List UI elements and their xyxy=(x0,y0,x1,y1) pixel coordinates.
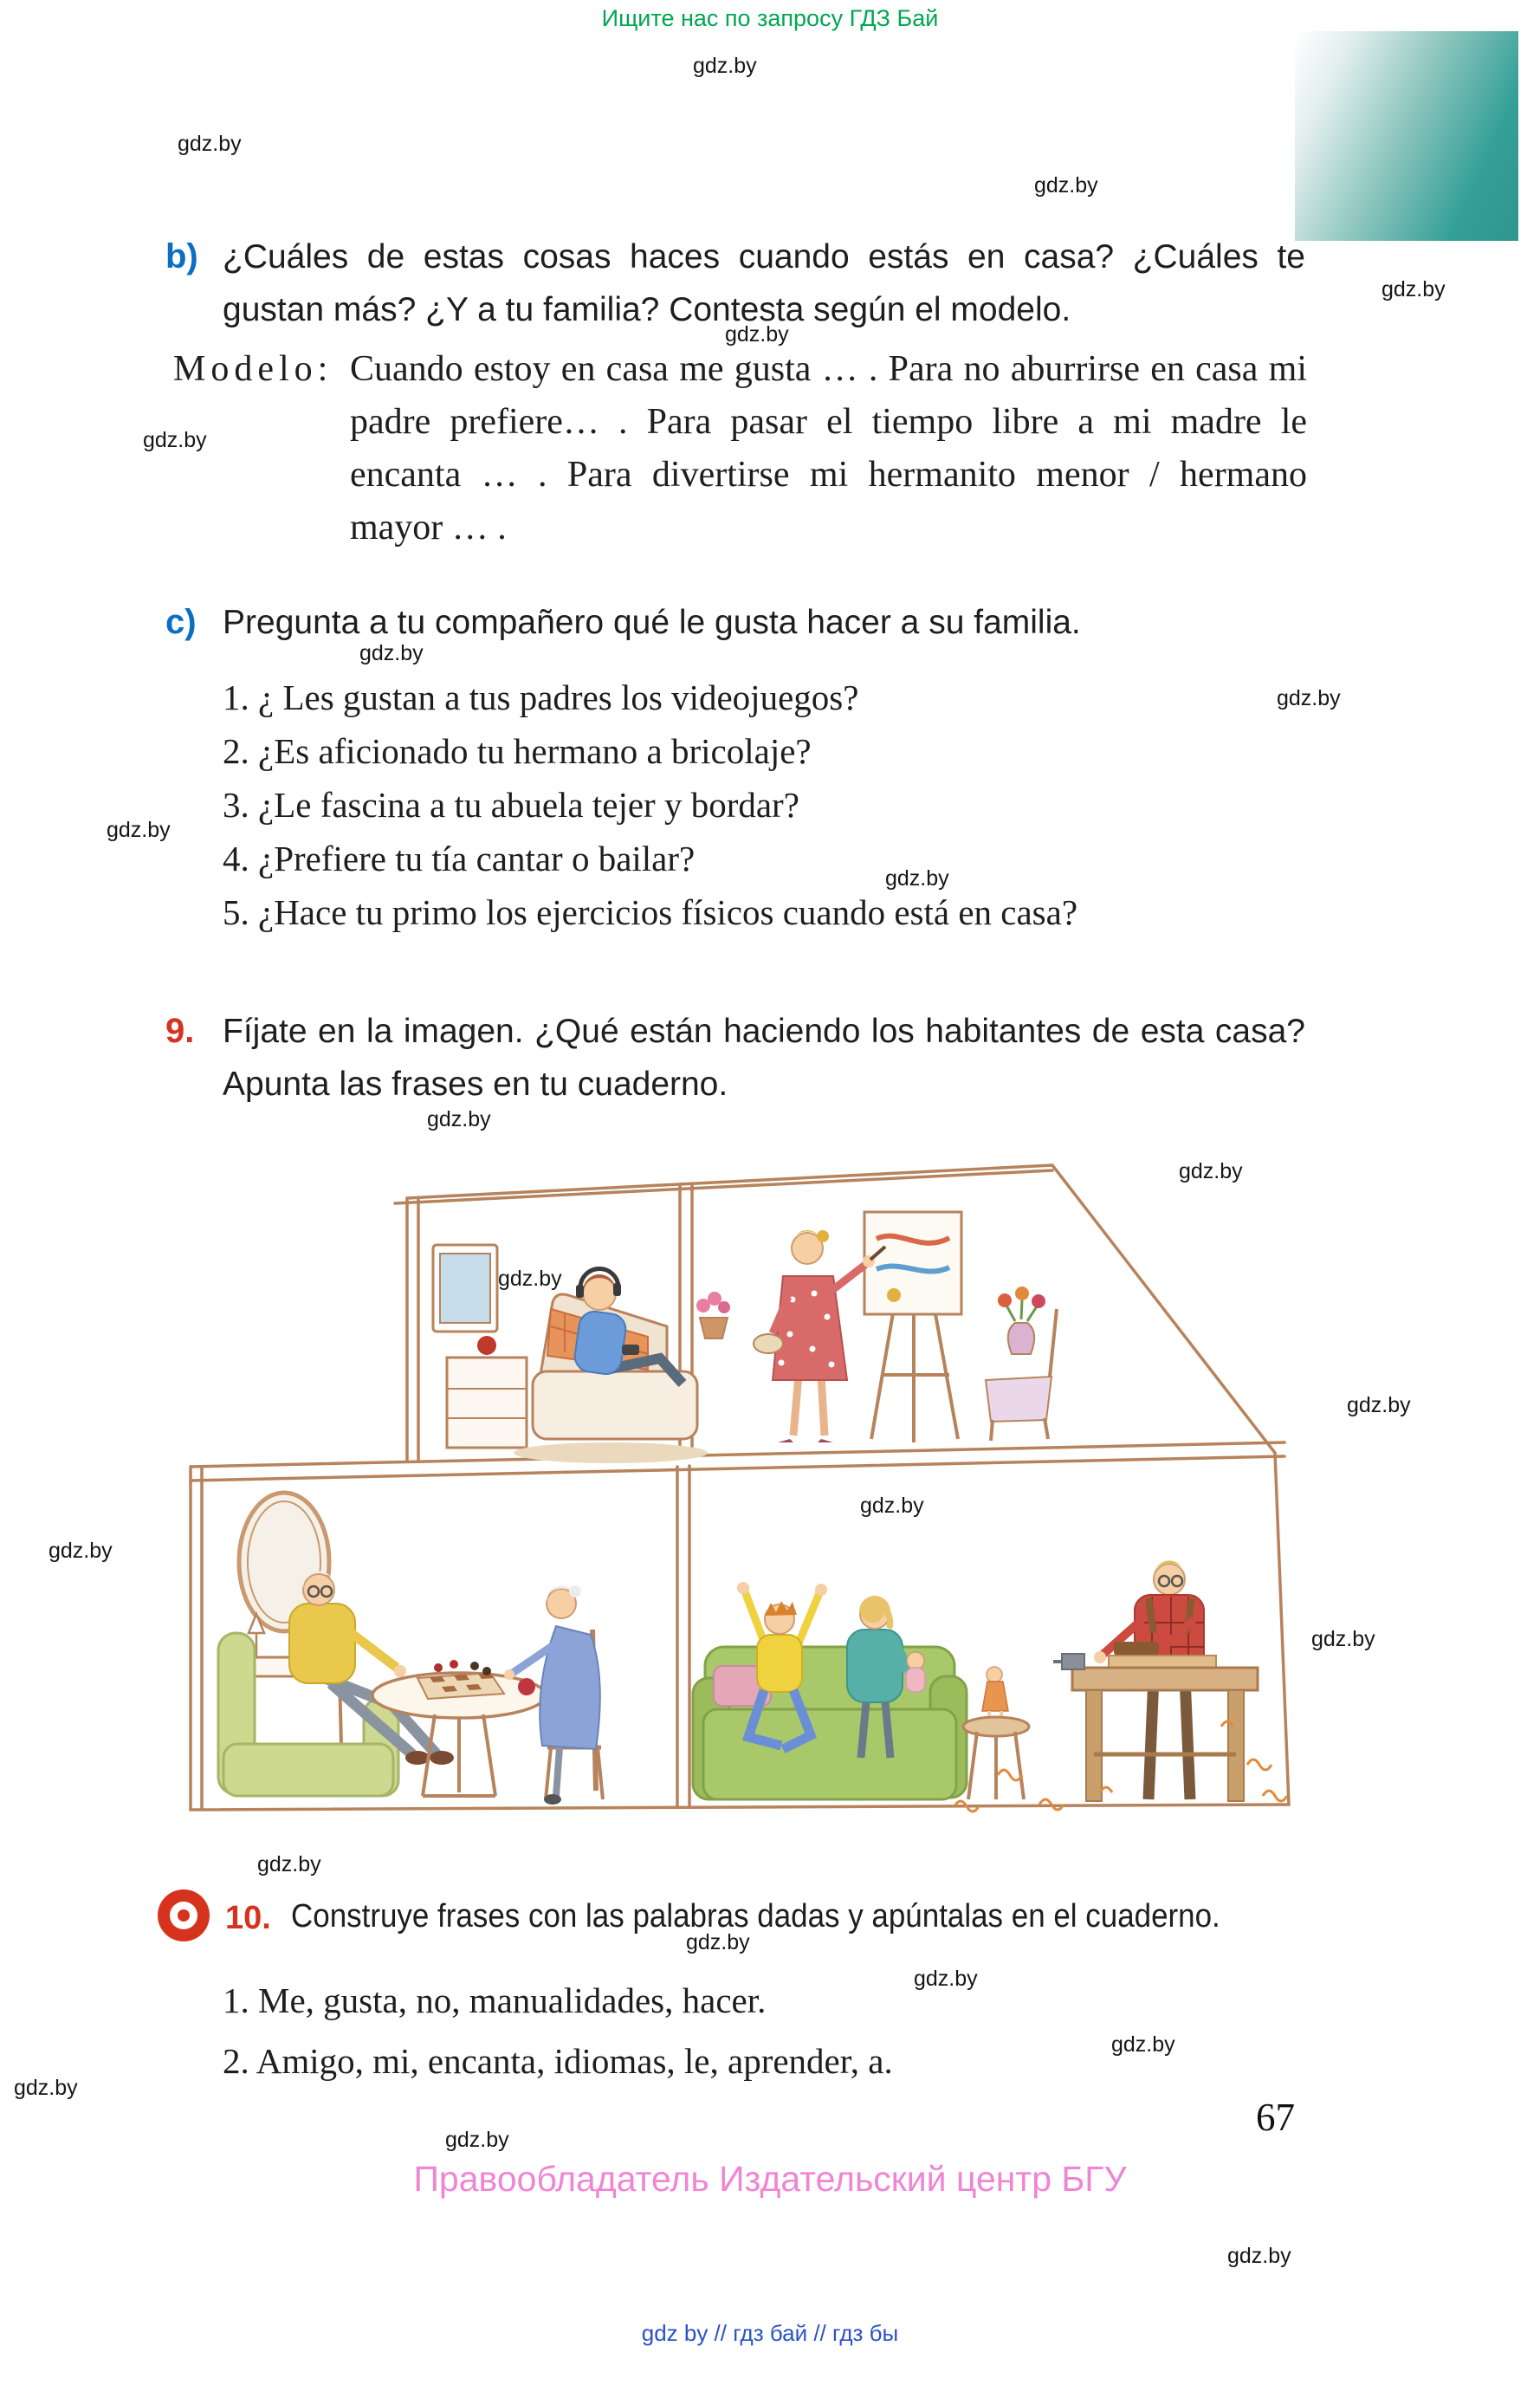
watermark: gdz.by xyxy=(885,866,949,891)
bottom-links[interactable]: gdz by // гдз бай // гдз бы xyxy=(641,2320,899,2346)
teal-gradient-decoration xyxy=(1295,31,1518,241)
watermark: gdz.by xyxy=(1111,2032,1175,2057)
question-item: 4. ¿Prefiere tu tía cantar o bailar? xyxy=(223,839,696,878)
question-item: 3. ¿Le fascina a tu abuela tejer y bordar? xyxy=(223,785,799,825)
watermark: gdz.by xyxy=(1277,686,1341,710)
watermark: gdz.by xyxy=(1347,1393,1411,1417)
exercise-10-number: 10. xyxy=(225,1900,271,1936)
modelo-label: Modelo: xyxy=(173,349,333,389)
top-search-link[interactable]: Ищите нас по запросу ГДЗ Бай xyxy=(601,5,939,31)
modelo-text: Cuando estoy en casa me gusta … . Para no aburrirse en casa mi padre prefiere… . Para pasar el tiempo libre a mi madre le encanta … . Para divertirse mi hermanito menor / hermano mayor … . xyxy=(350,349,1307,548)
girl-painting xyxy=(754,1230,885,1442)
watermark: gdz.by xyxy=(143,428,207,452)
watermark: gdz.by xyxy=(1381,277,1446,301)
watermark: gdz.by xyxy=(860,1494,924,1518)
downstairs-chess-scene xyxy=(218,1493,603,1805)
rug xyxy=(514,1442,708,1463)
exercise-10-items xyxy=(223,1970,893,2091)
watermark: gdz.by xyxy=(725,322,789,347)
question-item: 5. ¿Hace tu primo los ejercicios físicos cuando está en casa? xyxy=(223,892,1078,932)
tv xyxy=(433,1245,497,1332)
watermark: gdz.by xyxy=(427,1107,491,1131)
chair-with-vase xyxy=(986,1286,1057,1441)
wall-flowers xyxy=(696,1292,730,1338)
cd-icon xyxy=(157,1889,210,1942)
cabinet xyxy=(447,1336,527,1448)
watermark: gdz.by xyxy=(686,1930,750,1954)
item: 2. Amigo, mi, encanta, idiomas, le, aprender, a. xyxy=(223,2041,893,2081)
watermark: gdz.by xyxy=(1227,2244,1291,2268)
exercise-b-text: ¿Cuáles de estas cosas haces cuando estás en casa? ¿Cuáles te gustan más? ¿Y a tu familia? Contesta según el modelo. xyxy=(223,238,1305,328)
publisher-line: Правообладатель Издательский центр БГУ xyxy=(413,2159,1127,2199)
watermark: gdz.by xyxy=(1179,1159,1243,1183)
question-item: 1. ¿ Les gustan a tus padres los videojuegos? xyxy=(223,677,859,717)
watermark: gdz.by xyxy=(359,641,424,665)
watermark: gdz.by xyxy=(49,1539,113,1563)
watermark: gdz.by xyxy=(1034,173,1098,198)
watermark: gdz.by xyxy=(693,54,757,78)
watermark: gdz.by xyxy=(257,1852,321,1876)
watermark: gdz.by xyxy=(178,132,242,156)
house-illustration xyxy=(173,1148,1312,1867)
watermark: gdz.by xyxy=(1311,1627,1375,1651)
exercise-c-label: c) xyxy=(165,603,197,641)
exercise-b-label: b) xyxy=(165,237,198,275)
question-list xyxy=(223,671,1077,939)
question-item: 2. ¿Es aficionado tu hermano a bricolaje? xyxy=(223,731,812,771)
page-number: 67 xyxy=(1256,2096,1295,2139)
watermark: gdz.by xyxy=(14,2076,78,2100)
exercise-c-text: Pregunta a tu compañero qué le gusta hacer a su familia. xyxy=(223,604,1081,641)
item: 1. Me, gusta, no, manualidades, hacer. xyxy=(223,1980,767,2020)
exercise-9-text: Fíjate en la imagen. ¿Qué están haciendo los habitantes de esta casa? Apunta las frases en tu cuaderno. xyxy=(223,1013,1305,1103)
upstairs-gaming-scene xyxy=(433,1245,730,1463)
easel xyxy=(864,1212,961,1442)
downstairs-family-scene xyxy=(693,1560,1287,1811)
green-sofa xyxy=(693,1647,967,1799)
exercise-9-number: 9. xyxy=(165,1012,195,1050)
watermark: gdz.by xyxy=(914,1967,978,1991)
watermark: gdz.by xyxy=(107,818,171,842)
upstairs-painting-scene xyxy=(754,1212,1057,1442)
exercise-10-text: Construye frases con las palabras dadas y apúntalas en el cuaderno. xyxy=(291,1898,1220,1935)
watermark: gdz.by xyxy=(445,2128,509,2152)
watermark: gdz.by xyxy=(498,1267,562,1291)
